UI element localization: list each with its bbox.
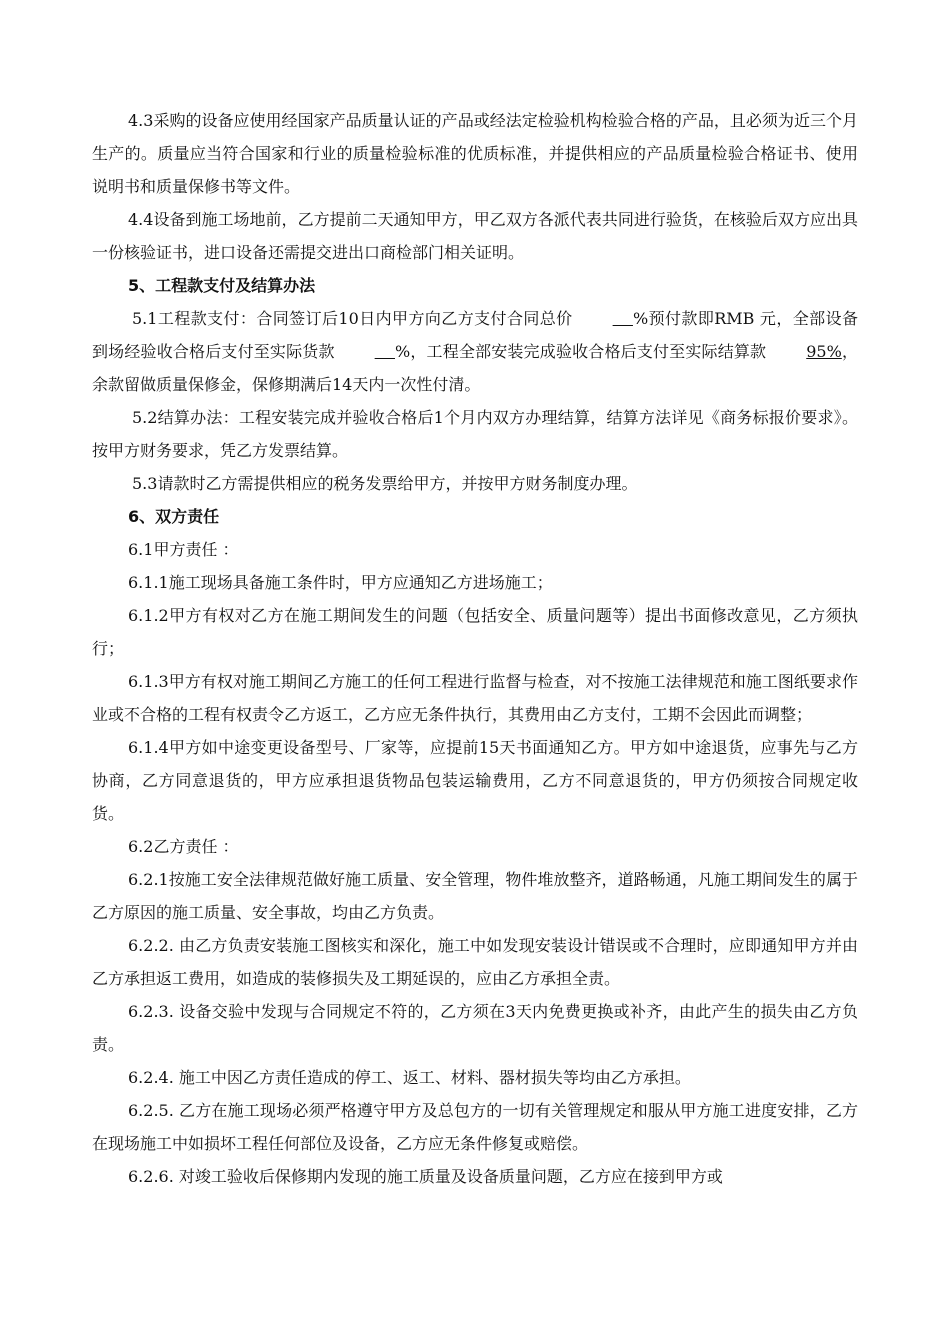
blank-delivery-percent (335, 335, 395, 368)
clause-6-2-2: 6.2.2. 由乙方负责安装施工图核实和深化，施工中如发现安装设计错误或不合理时，应即通知甲方并由乙方承担返工费用，如造成的装修损失及工期延误的，应由乙方承担全责。 (92, 936, 858, 988)
clause-6-2-6: 6.2.6. 对竣工验收后保修期内发现的施工质量及设备质量问题，乙方应在接到甲方或 (128, 1167, 723, 1186)
clause-4-4: 4.4设备到施工场地前，乙方提前二天通知甲方，甲乙双方各派代表共同进行验货，在核验后双方应出具一份核验证书，进口设备还需提交进出口商检部门相关证明。 (92, 210, 858, 262)
clause-5-1-part-a: 5.1工程款支付：合同签订后10日内甲方向乙方支付合同总价 (132, 309, 573, 328)
clause-4-3: 4.3采购的设备应使用经国家产品质量认证的产品或经法定检验机构检验合格的产品，且必须为近三个月生产的。质量应当符合国家和行业的质量检验标准的优质标准，并提供相应的产品质量检验合格证书、使用说明书和质量保修书等文件。 (92, 111, 858, 196)
clause-6-1-1: 6.1.1施工现场具备施工条件时，甲方应通知乙方进场施工； (128, 573, 553, 592)
clause-6-1: 6.1甲方责任 ： (128, 540, 239, 559)
section-heading-5: 5、工程款支付及结算办法 (128, 276, 316, 295)
clause-6-2-5: 6.2.5. 乙方在施工现场必须严格遵守甲方及总包方的一切有关管理规定和服从甲方施工进度安排，乙方在现场施工中如损坏工程任何部位及设备，乙方应无条件修复或赔偿。 (92, 1101, 858, 1153)
clause-6-1-4: 6.1.4甲方如中途变更设备型号、厂家等，应提前15天书面通知乙方。甲方如中途退货，应事先与乙方协商，乙方同意退货的，甲方应承担退货物品包装运输费用，乙方不同意退货的，甲方仍须按合同规定收货。 (92, 738, 858, 823)
clause-6-1-2: 6.1.2甲方有权对乙方在施工期间发生的问题（包括安全、质量问题等）提出书面修改意见，乙方须执行； (92, 606, 858, 658)
section-heading-6: 6、双方责任 (128, 507, 220, 526)
settlement-percent: 95% (806, 342, 842, 361)
clause-6-1-3: 6.1.3甲方有权对施工期间乙方施工的任何工程进行监督与检查，对不按施工法律规范和施工图纸要求作业或不合格的工程有权责令乙方返工，乙方应无条件执行，其费用由乙方支付，工期不会因此而调整； (92, 672, 858, 724)
clause-6-2-3: 6.2.3. 设备交验中发现与合同规定不符的，乙方须在3天内免费更换或补齐，由此产生的损失由乙方负责。 (92, 1002, 858, 1054)
clause-6-2-4: 6.2.4. 施工中因乙方责任造成的停工、返工、材料、器材损失等均由乙方承担。 (128, 1068, 691, 1087)
clause-5-3: 5.3请款时乙方需提供相应的税务发票给甲方，并按甲方财务制度办理。 (132, 474, 638, 493)
clause-5-1-part-b: %预付款即RMB 元，全部设备到场经验收合格后支付至实际货款 (92, 309, 858, 361)
clause-5-1 (92, 302, 858, 401)
clause-6-2-1: 6.2.1按施工安全法律规范做好施工质量、安全管理，物件堆放整齐，道路畅通，凡施工期间发生的属于乙方原因的施工质量、安全事故，均由乙方负责。 (92, 870, 858, 922)
clause-5-2: 5.2结算办法：工程安装完成并验收合格后1个月内双方办理结算，结算方法详见《商务标报价要求》。按甲方财务要求，凭乙方发票结算。 (92, 408, 858, 460)
clause-6-2: 6.2乙方责任 ： (128, 837, 239, 856)
clause-5-1-part-c: %，工程全部安装完成验收合格后支付至实际结算款 (394, 342, 767, 361)
blank-prepay-percent (573, 302, 633, 335)
clause-5-1-part-e: ，余款留做质量保修金，保修期满后14天内一次性付清。 (92, 342, 858, 394)
